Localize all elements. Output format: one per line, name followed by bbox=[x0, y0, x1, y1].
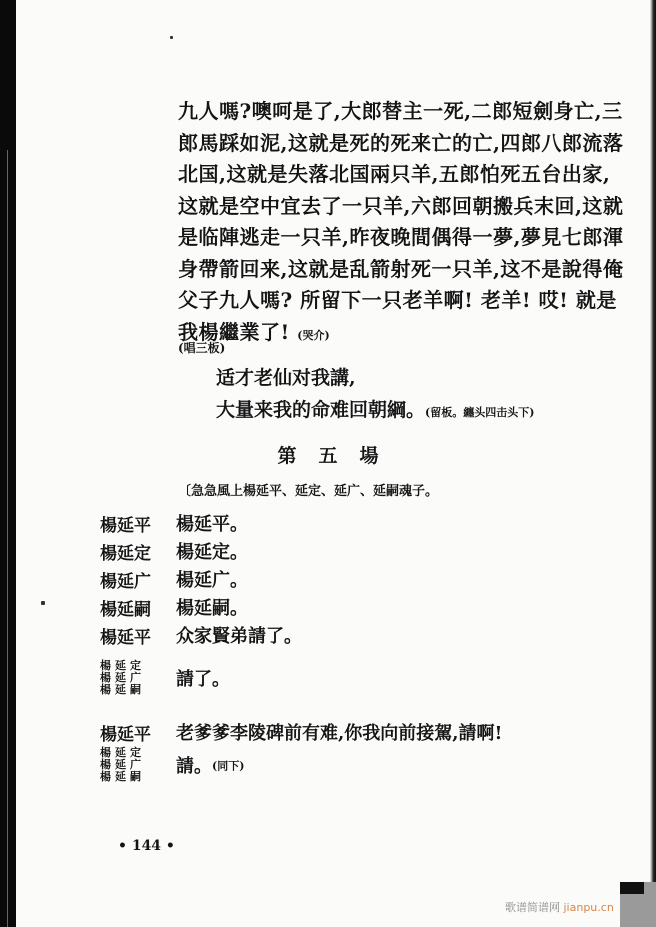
stage-label-singing: (唱三板) bbox=[178, 341, 226, 355]
watermark-url: jianpu.cn bbox=[563, 901, 614, 914]
speaker-group bbox=[100, 660, 176, 696]
speaker-name: 楊延嗣 bbox=[100, 683, 145, 696]
speaker-name: 楊延平 bbox=[100, 515, 151, 536]
prose-line: 郎馬踩如泥,这就是死的死来亡的亡,四郎八郎流落 bbox=[178, 130, 624, 155]
scan-speckle bbox=[41, 601, 45, 605]
speaker-name: 楊延定 bbox=[100, 659, 145, 672]
watermark-site-name: 歌谱简谱网 bbox=[505, 901, 560, 914]
stage-note-exit: (同下) bbox=[212, 759, 245, 773]
prose-line: 这就是空中宜去了一只羊,六郎回朝搬兵末回,这就 bbox=[178, 193, 624, 218]
dialogue-row bbox=[100, 538, 248, 564]
verse-line-last bbox=[216, 394, 534, 426]
speaker-name: 楊延平 bbox=[100, 724, 151, 745]
prose-line-last bbox=[178, 317, 614, 349]
speech-text: 請。 bbox=[176, 756, 212, 777]
speaker-name: 楊延广 bbox=[100, 571, 151, 592]
dialogue-row bbox=[100, 566, 248, 592]
prose-line: 九人嗎?噢呵是了,大郎替主一死,二郎短劍身亡,三 bbox=[178, 99, 623, 123]
stage-note-crying: (哭介) bbox=[297, 328, 330, 342]
watermark bbox=[505, 899, 614, 915]
verse-line: 适才老仙对我講, bbox=[216, 367, 356, 389]
speech-text: 楊延平。 bbox=[176, 514, 248, 535]
speech-text: 楊延定。 bbox=[176, 542, 248, 563]
page-number: • 144 • bbox=[118, 838, 175, 854]
dialogue-row-group bbox=[100, 660, 230, 696]
verse-stage-note: (留板。纏头四击头下) bbox=[425, 406, 535, 419]
verse-block bbox=[216, 362, 534, 426]
speaker-name: 楊延广 bbox=[100, 671, 145, 684]
speech-text: 众家賢弟請了。 bbox=[176, 626, 302, 647]
scene-title: 第五場 bbox=[277, 445, 401, 467]
speaker-name: 楊延嗣 bbox=[100, 770, 145, 783]
dialogue-row bbox=[100, 622, 302, 648]
prose-line: 是临陣逃走一只羊,昨夜晚間偶得一夢,夢見七郎渾 bbox=[178, 225, 624, 249]
prose-line: 北国,这就是失落北国兩只羊,五郎怕死五台出家, bbox=[178, 162, 611, 186]
dialogue-row-group bbox=[100, 747, 244, 783]
prose-last-text: 我楊繼業了! bbox=[178, 319, 290, 344]
scene-direction: 〔急急風上楊延平、延定、延广、延嗣魂子。 bbox=[178, 484, 439, 499]
verse-text: 大量来我的命难回朝綱。 bbox=[216, 399, 426, 421]
speech-text: 楊延广。 bbox=[176, 570, 248, 591]
prose-line: 身帶箭回来,这就是乱箭射死一只羊,这不是說得俺 bbox=[178, 256, 624, 281]
speaker-group bbox=[100, 747, 176, 783]
speaker-name: 楊延广 bbox=[100, 758, 145, 771]
speech-text: 老爹爹李陵碑前有难,你我向前接駕,請啊! bbox=[176, 723, 503, 744]
speech-text: 請了。 bbox=[176, 669, 230, 690]
speaker-name: 楊延定 bbox=[100, 746, 145, 759]
prose-line: 父子九人嗎? 所留下一只老羊啊! 老羊! 哎! 就是 bbox=[178, 288, 617, 312]
dialogue-row bbox=[100, 594, 248, 620]
monologue-text bbox=[178, 96, 624, 348]
speaker-name: 楊延嗣 bbox=[100, 599, 151, 620]
dialogue-row bbox=[100, 510, 248, 536]
speaker-name: 楊延定 bbox=[100, 543, 151, 564]
dialogue-row bbox=[100, 719, 502, 745]
speech-text: 楊延嗣。 bbox=[176, 598, 248, 619]
speaker-name: 楊延平 bbox=[100, 627, 151, 648]
scan-corner-shadow bbox=[620, 882, 656, 927]
scan-speckle bbox=[170, 36, 173, 39]
